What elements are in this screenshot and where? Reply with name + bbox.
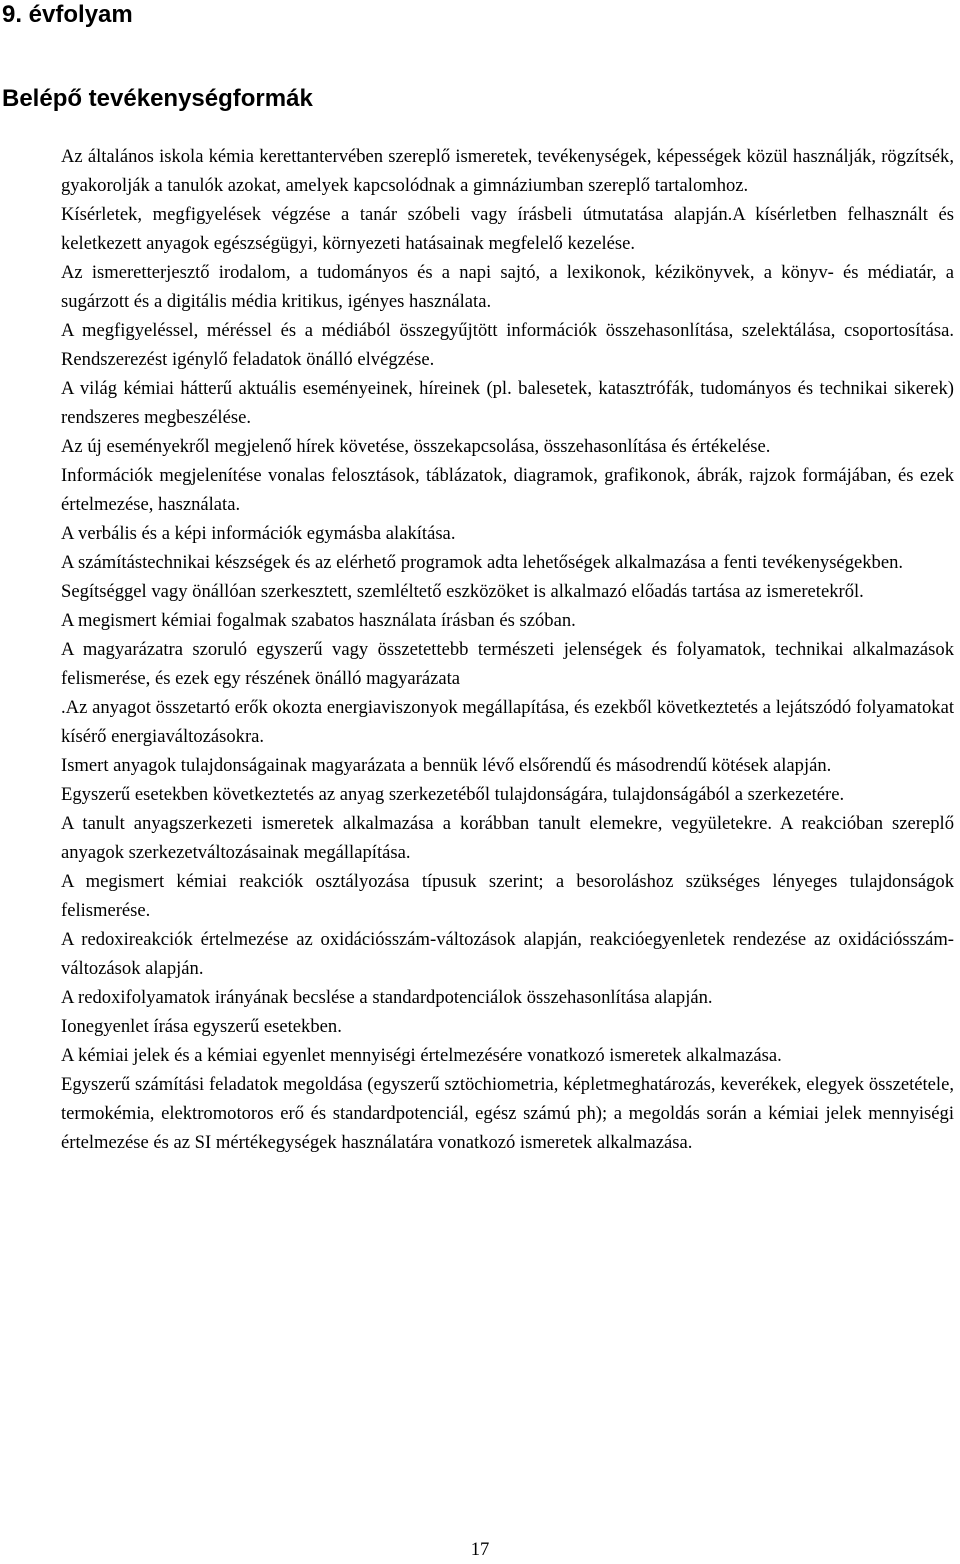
grade-title: 9. évfolyam (2, 1, 133, 28)
paragraph: A verbális és a képi információk egymásba alakítása. (61, 523, 456, 544)
paragraph: Segítséggel vagy önállóan szerkesztett, szemléltető eszközöket is alkalmazó előadás tartása az ismeretekről. (61, 581, 864, 602)
paragraph: A megismert kémiai fogalmak szabatos használata írásban és szóban. (61, 610, 576, 631)
paragraph: A magyarázatra szoruló egyszerű vagy összetettebb természeti jelenségek és folyamatok, technikai alkalmazások felismerése, és ezek egy részének önálló magyarázata (61, 639, 954, 689)
paragraph: A megismert kémiai reakciók osztályozása típusuk szerint; a besoroláshoz szükséges lényeges tulajdonságok felismerése. (61, 871, 954, 921)
paragraph: A megfigyeléssel, méréssel és a médiából összegyűjtött információk összehasonlítása, szelektálása, csoportosítása. Rendszerezést igénylő feladatok önálló elvégzése. (61, 320, 954, 370)
body-text (61, 142, 954, 1157)
paragraph: Ionegyenlet írása egyszerű esetekben. (61, 1016, 342, 1037)
paragraph: Egyszerű számítási feladatok megoldása (egyszerű sztöchiometria, képletmeghatározás, keverékek, elegyek összetétele, termokémia, elektromotoros erő és standardpotenciál, egész számú ph); a megoldás során a kémiai jelek mennyiségi értelmezése és az SI mértékegységek használatára vonatkozó ismeretek alkalmazása. (61, 1074, 954, 1153)
paragraph: A világ kémiai hátterű aktuális eseményeinek, híreinek (pl. balesetek, katasztrófák, tudományos és technikai sikerek) rendszeres megbeszélése. (61, 378, 954, 428)
page-number: 17 (470, 1539, 490, 1560)
section-title: Belépő tevékenységformák (2, 85, 313, 112)
paragraph: A kémiai jelek és a kémiai egyenlet mennyiségi értelmezésére vonatkozó ismeretek alkalmazása. (61, 1045, 782, 1066)
paragraph: A redoxireakciók értelmezése az oxidációsszám-változások alapján, reakcióegyenletek rendezése az oxidációsszám-változások alapján. (61, 929, 954, 979)
paragraph: A redoxifolyamatok irányának becslése a standardpotenciálok összehasonlítása alapján. (61, 987, 713, 1008)
paragraph: Az ismeretterjesztő irodalom, a tudományos és a napi sajtó, a lexikonok, kézikönyvek, a könyv- és médiatár, a sugárzott és a digitális média kritikus, igényes használata. (61, 262, 954, 312)
paragraph: Az általános iskola kémia kerettantervében szereplő ismeretek, tevékenységek, képességek közül használják, rögzítsék, gyakorolják a tanulók azokat, amelyek kapcsolódnak a gimnáziumban szereplő tartalomhoz. (61, 146, 954, 196)
paragraph: Az új eseményekről megjelenő hírek követése, összekapcsolása, összehasonlítása és értékelése. (61, 436, 771, 457)
paragraph: A tanult anyagszerkezeti ismeretek alkalmazása a korábban tanult elemekre, vegyületekre. A reakcióban szereplő anyagok szerkezetváltozásainak megállapítása. (61, 813, 954, 863)
paragraph: Egyszerű esetekben következtetés az anyag szerkezetéből tulajdonságára, tulajdonságából a szerkezetére. (61, 784, 845, 805)
paragraph: A számítástechnikai készségek és az elérhető programok adta lehetőségek alkalmazása a fenti tevékenységekben. (61, 552, 904, 573)
paragraph: Kísérletek, megfigyelések végzése a tanár szóbeli vagy írásbeli útmutatása alapján.A kísérletben felhasznált és keletkezett anyagok egészségügyi, környezeti hatásainak megfelelő kezelése. (61, 204, 954, 254)
paragraph: Információk megjelenítése vonalas felosztások, táblázatok, diagramok, grafikonok, ábrák, rajzok formájában, és ezek értelmezése, használata. (61, 465, 954, 515)
paragraph: Ismert anyagok tulajdonságainak magyarázata a bennük lévő elsőrendű és másodrendű kötések alapján. (61, 755, 832, 776)
paragraph: .Az anyagot összetartó erők okozta energiaviszonyok megállapítása, és ezekből következtetés a lejátszódó folyamatokat kísérő energiaváltozásokra. (61, 697, 954, 747)
